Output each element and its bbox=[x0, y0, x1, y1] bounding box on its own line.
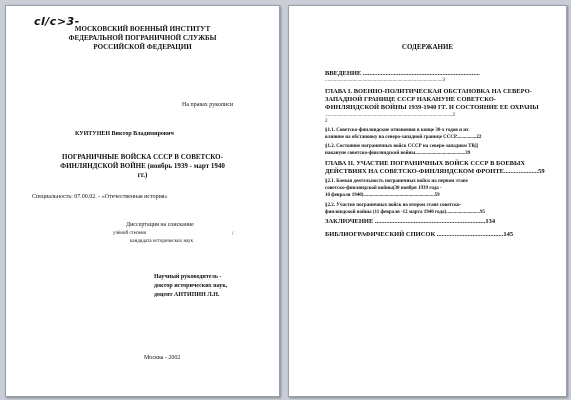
dissertation-title-line-2: ФИНЛЯНДСКОЙ ВОЙНЕ (ноябрь 1939 - март 1940 bbox=[60, 162, 225, 170]
toc-entry-section-1-2-line-2: накануне советско-финляндской войны........................................39 bbox=[325, 151, 471, 156]
toc-entry-section-2-2-line-2: финляндской войны (11 февраля -12 марта 1940 года)...........................95 bbox=[325, 210, 485, 215]
bracket-mark: / bbox=[232, 231, 234, 237]
toc-entry-chapter-1: ГЛАВА I. ВОЕННО-ПОЛИТИЧЕСКАЯ ОБСТАНОВКА НА СЕВЕРО- bbox=[325, 88, 532, 95]
title-page bbox=[5, 5, 280, 397]
contents-heading: СОДЕРЖАНИЕ bbox=[401, 43, 454, 51]
toc-entry-chapter-2: ГЛАВА II. УЧАСТИЕ ПОГРАНИЧНЫХ ВОЙСК СССР В БОЕВЫХ bbox=[325, 160, 526, 167]
dissertation-title-line-3: гг.) bbox=[137, 171, 148, 179]
toc-entry-section-2-1: §2.1. Боевая деятельность пограничных войск на первом этапе bbox=[325, 179, 468, 184]
institute-line-1: МОСКОВСКИЙ ВОЕННЫЙ ИНСТИТУТ bbox=[74, 25, 211, 33]
toc-entry-chapter-1-line-3: ФИНЛЯНДСКОЙ ВОЙНЫ 1939-1940 ГГ. И СОСТОЯНИЕ ЕЕ ОХРАНЫ bbox=[325, 104, 539, 111]
institute-line-3: РОССИЙСКОЙ ФЕДЕРАЦИИ bbox=[93, 43, 192, 51]
dissertation-title-line-1: ПОГРАНИЧНЫЕ ВОЙСКА СССР В СОВЕТСКО- bbox=[62, 153, 223, 161]
toc-entry-section-2-1-line-2: советско-финляндской войны(30 ноября 1939 года - bbox=[325, 186, 442, 191]
toc-entry-introduction: ВВЕДЕНИЕ ........................................................................ bbox=[325, 70, 480, 77]
toc-entry-section-2-2: §2.2. Участие пограничных войск во втором этапе советско- bbox=[325, 203, 462, 208]
dissertation-line-1: Диссертация на соискание bbox=[126, 222, 194, 228]
toc-list bbox=[325, 70, 553, 270]
toc-entry-bibliography: БИБЛИОГРАФИЧЕСКИЙ СПИСОК .........................................145 bbox=[325, 231, 514, 238]
dissertation-line-3: кандидата исторических наук bbox=[130, 239, 194, 244]
supervisor-line-2: доктор исторических наук, bbox=[154, 283, 228, 289]
supervisor-line-3: доцент АНТИПИН Л.Н. bbox=[154, 292, 220, 298]
toc-entry-introduction-cont: ..............................................................................................3 bbox=[325, 78, 445, 83]
toc-entry-section-1-1-line-2: влияние на обстановку на северо-западной границе СССР................22 bbox=[325, 135, 482, 140]
toc-entry-chapter-1-line-2: ЗАПАДНОЙ ГРАНИЦЕ СССР НАКАНУНЕ СОВЕТСКО- bbox=[325, 96, 496, 103]
toc-entry-chapter-1-line-4: ......................................................................................................2 bbox=[325, 113, 455, 118]
toc-entry-section-1-2: §1.2. Состояние пограничных войск СССР на северо-западном ТВД bbox=[325, 144, 479, 149]
toc-entry-section-1-1: §1.1. Советско-финляндские отношения в конце 30-х годов и их bbox=[325, 128, 469, 133]
manuscript-note: На правах рукописи bbox=[182, 102, 234, 108]
dissertation-line-2: учёной степени bbox=[113, 231, 147, 236]
supervisor-line-1: Научный руководитель - bbox=[154, 274, 222, 280]
author-name: КУИТУНЕН Виктор Владимирович bbox=[75, 131, 174, 137]
toc-entry-conclusion: ЗАКЛЮЧЕНИЕ ....................................................................134 bbox=[325, 218, 496, 225]
specialty-line: Специальность: 07.00.02. - «Отечественная история» bbox=[32, 194, 168, 200]
city-year: Москва - 2002 bbox=[144, 355, 181, 361]
institute-line-2: ФЕДЕРАЛЬНОЙ ПОГРАНИЧНОЙ СЛУЖБЫ bbox=[68, 34, 217, 42]
toc-entry-chapter-1-line-5: 2 bbox=[325, 119, 328, 124]
toc-entry-section-2-1-line-3: 10 февраля 1940).........................................................59 bbox=[325, 193, 440, 198]
toc-entry-chapter-2-line-2: ДЕЙСТВИЯХ НА СОВЕТСКО-ФИНЛЯНДСКОМ ФРОНТЕ.....................59 bbox=[325, 168, 545, 175]
handwritten-mark: cl/c>3- bbox=[34, 15, 80, 28]
contents-page bbox=[288, 5, 567, 397]
